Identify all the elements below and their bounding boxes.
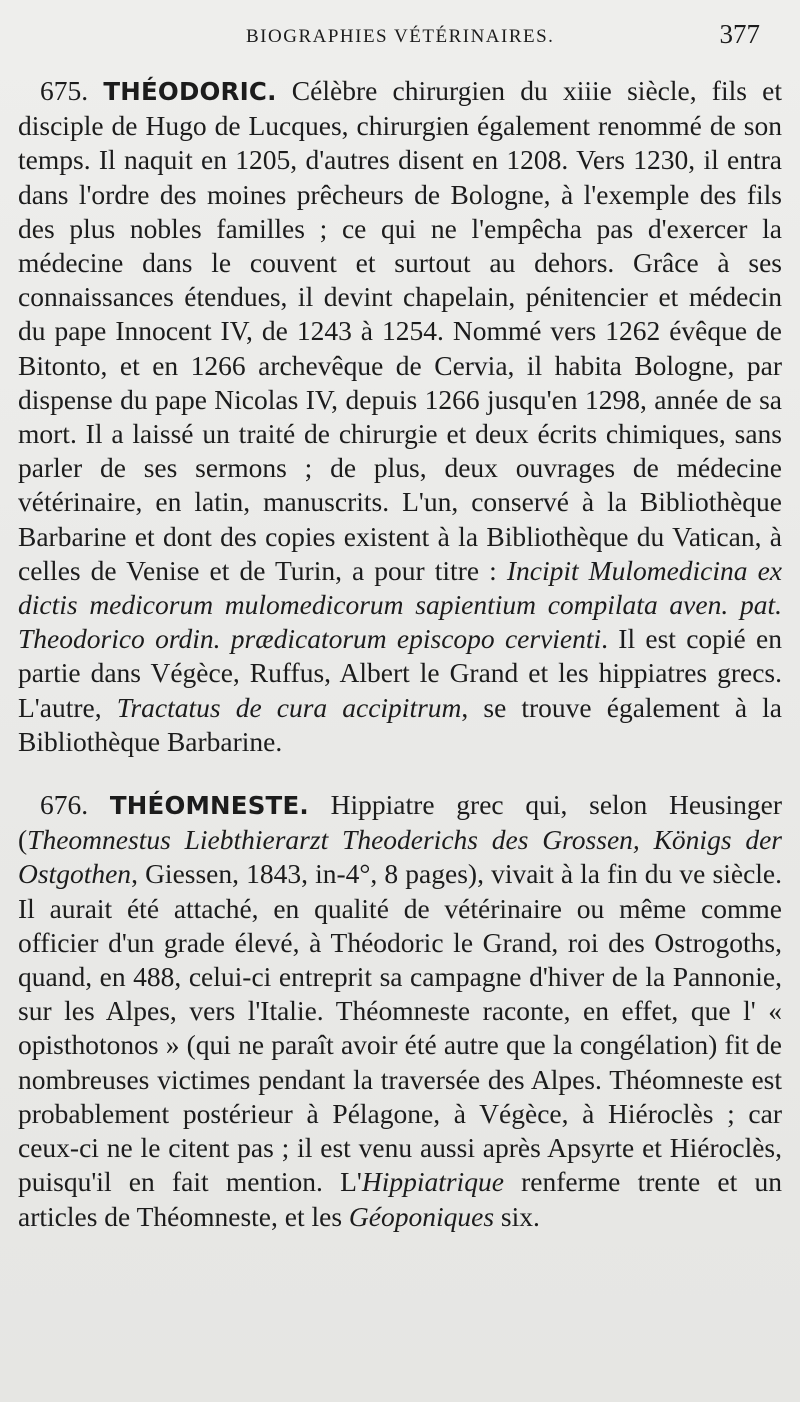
entry-text: renferme trente et un articles de Théomneste, et les: [18, 1166, 782, 1232]
entry-theodoric: [18, 74, 782, 759]
entry-number: 675.: [40, 75, 89, 106]
entry-text: , se trouve également à la Bibliothèque Barbarine.: [18, 691, 782, 757]
entry-text: , Giessen, 1843, in-4°, 8 pages), vivait à la fin du ve siècle. Il aurait été attaché, en qualité de vétérinaire ou même comme officier d'un grade élevé, à Théodoric le Grand, roi des Ostrogoths, quand, en 488, celui-ci entreprit sa campagne d'hiver de la Pannonie, sur les Alpes, vers l'Italie. Théomneste raconte, en effet, que l' « opisthotonos » (qui ne paraît avoir été autre que la congélation) fit de nombreuses victimes pendant la traversée des Alpes. Théomneste est probablement postérieur à Pélagone, à Végèce, à Hiéroclès ; car ceux-ci ne le citent pas ; il est venu aussi après Apsyrte et Hiéroclès, puisqu'il en fait mention. L': [18, 858, 782, 1198]
entry-headword: THÉOMNESTE.: [109, 791, 309, 821]
entry-text: six.: [494, 1200, 540, 1232]
entry-text: Célèbre chirurgien du xiiie siècle, fils et disciple de Hugo de Lucques, chirurgien également renommé de son temps. Il naquit en 1205, d'autres disent en 1208. Vers 1230, il entra dans l'ordre des moines prêcheurs de Bologne, à l'exemple des fils des plus nobles familles ; ce qui ne l'empêcha pas d'exercer la médecine dans le couvent et surtout au dehors. Grâce à ses connaissances étendues, il devint chapelain, pénitencier et médecin du pape Innocent IV, de 1243 à 1254. Nommé vers 1262 évêque de Bitonto, et en 1266 archevêque de Cervia, il habita Bologne, par dispense du pape Nicolas IV, depuis 1266 jusqu'en 1298, année de sa mort. Il a laissé un traité de chirurgie et deux écrits chimiques, sans parler de ses sermons ; de plus, deux ouvrages de médecine vétérinaire, en latin, manuscrits. L'un, conservé à la Bibliothèque Barbarine et dont des copies existent à la Bibliothèque du Vatican, à celles de Venise et de Turin, a pour titre :: [18, 75, 783, 586]
page-number: 377: [719, 19, 760, 49]
entry-text: Hippiatre grec qui, selon Heusinger (: [18, 789, 782, 856]
running-title: BIOGRAPHIES VÉTÉRINAIRES.: [246, 26, 555, 47]
entry-number: 676.: [40, 789, 89, 821]
work-title-tractatus: Tractatus de cura accipitrum: [116, 691, 462, 723]
work-title-mulomedicina: Incipit Mulomedicina ex dictis medicorum mulomedicorum sapientium compilata aven. pat. Theodorico ordin. prædicatorum episcopo cervienti: [18, 554, 782, 655]
running-head: [18, 0, 782, 68]
work-title-geoponiques: Géoponiques: [348, 1200, 495, 1232]
entry-headword: THÉODORIC.: [103, 77, 277, 106]
entry-theomneste: [18, 788, 782, 1234]
work-title-hippiatrique: Hippiatrique: [361, 1166, 504, 1198]
work-title-theomnestus: Theomnestus Liebthierarzt Theoderichs des Grossen, Königs der Ostgothen: [18, 824, 782, 890]
entry-text: . Il est copié en partie dans Végèce, Ruffus, Albert le Grand et les hippiatres grecs. L'autre,: [18, 623, 782, 723]
